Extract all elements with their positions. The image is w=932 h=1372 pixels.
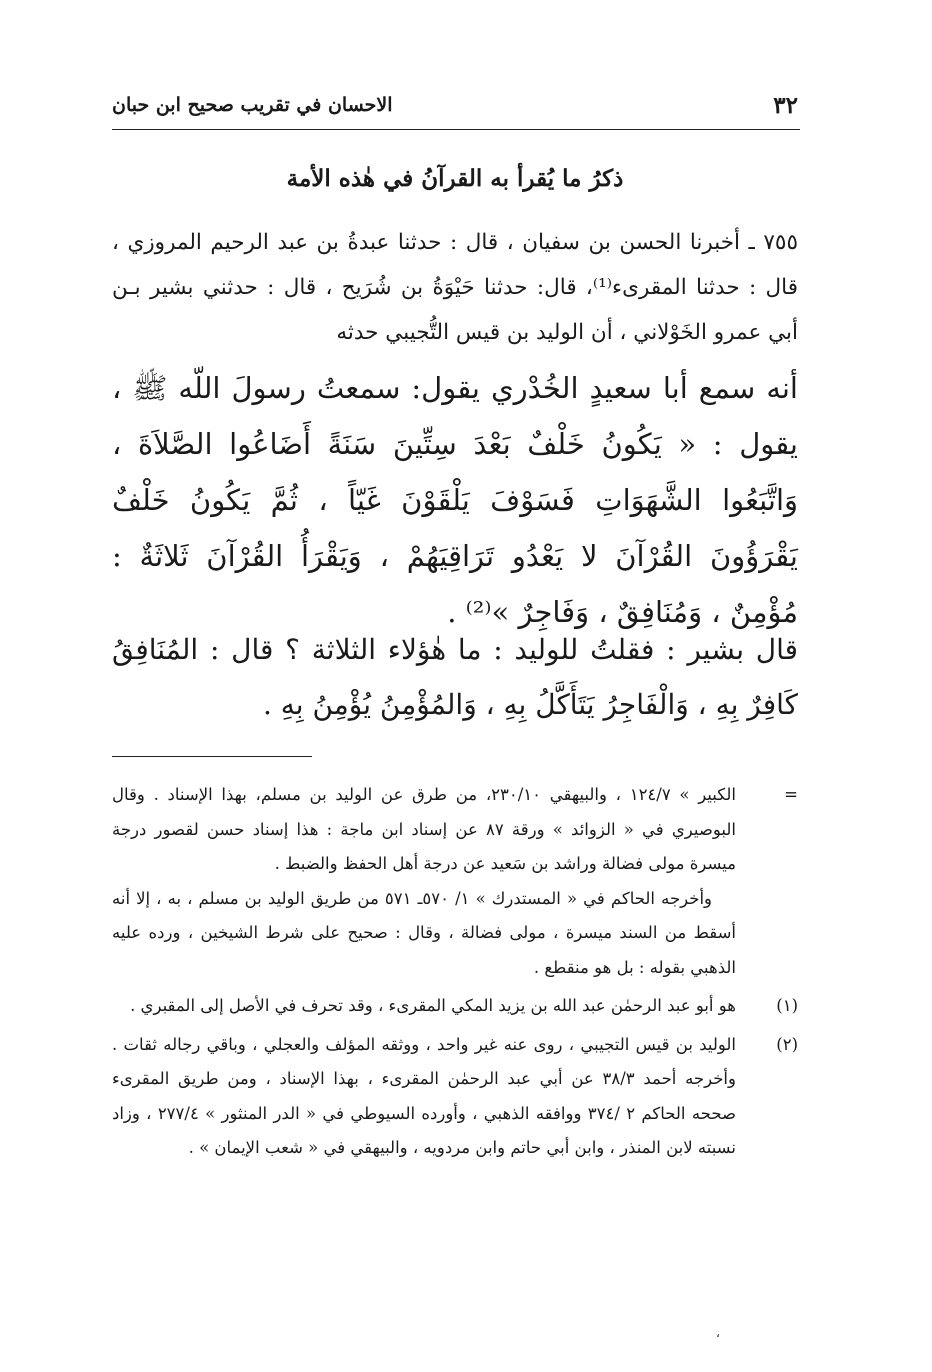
page-number: ٣٢ <box>773 92 798 119</box>
footnote-text: الوليد بن قيس التجيبي ، روى عنه غير واحد ، ووثقه المؤلف والعجلي ، وباقي رجاله ثقات . وأخرجه أحمد ٣٨/٣ عن أبي عبد الرحمٰن المقرىء ، بهذا الإسناد ، ومن طريق المقرىء صححه الحاكم ٢ /٣٧٤ ووافقه الذهبي ، وأورده السيوطي في « الدر المنثور » ٢٧٧/٤ ، وزاد نسبته لابن المنذر ، وابن أبي حاتم وابن مردويه ، والبيهقي في « شعب الإيمان » . <box>112 1034 736 1157</box>
footnote-continuation <box>112 778 798 985</box>
footnote-2 <box>112 1028 798 1166</box>
footnote-marker: = <box>784 785 798 804</box>
hadith-paragraph: أنه سمع أبا سعيدٍ الخُدْري يقول: سمعتُ رسولَ اللّه ﷺ ، يقول : « يَكُونُ خَلْفٌ بَعْدَ سِتِّينَ سَنَةً أَضَاعُوا الصَّلاَةَ ، وَاتَّبَعُوا الشَّهَوَاتِ فَسَوْفَ يَلْقَوْنَ غَيّاً ، ثُمَّ يَكُونُ خَلْفٌ يَقْرَؤُونَ القُرْآنَ لا يَعْدُو تَرَاقِيَهُمْ ، وَيَقْرَأُ القُرْآنَ ثَلاثَةٌ : مُؤْمِنٌ ، وَمُنَافِقٌ ، وَفَاجِرٌ »⁽²⁾ . <box>112 371 798 629</box>
footnote-1 <box>112 989 798 1024</box>
question-paragraph: قال بشير : فقلتُ للوليد : ما هٰؤلاء الثلاثة ؟ قال : المُنَافِقُ كَافِرٌ بِهِ ، وَالْفَاجِرُ يَتَأَكَّلُ بِهِ ، وَالمُؤْمِنُ يُؤْمِنُ بِهِ . <box>112 633 798 721</box>
isnad-paragraph: ٧٥٥ ـ أخبرنا الحسن بن سفيان ، قال : حدثنا عبدةُ بن عبد الرحيم المروزي ، قال : حدثنا المقرىء⁽¹⁾، قال: حدثنا حَيْوَةُ بن شُرَيح ، قال : حدثني بشير بـن أبي عمرو الخَوْلاني ، أن الوليد بن قيس التُّجيبي حدثه <box>112 230 798 345</box>
footnote-marker: (١) <box>776 996 798 1015</box>
footnote-text: وأخرجه الحاكم في « المستدرك » ١/ ٥٧٠ـ ٥٧١ من طريق الوليد بن مسلم ، به ، إلا أنه أسقط من السند ميسرة ، مولى فضالة ، وقال : صحيح على شرط الشيخين ، ورده عليه الذهبي بقوله : بل هو منقطع . <box>112 888 736 977</box>
footnote-divider <box>112 756 312 757</box>
page-header <box>112 92 798 132</box>
header-divider <box>112 129 800 130</box>
running-title: الاحسان في تقريب صحيح ابن حبان <box>112 94 393 116</box>
footnotes <box>112 778 798 1170</box>
section-title: ذكرُ ما يُقرأ به القرآنُ في هٰذه الأمة <box>286 165 624 192</box>
stray-mark: ، <box>716 1326 720 1340</box>
footnote-text: الكبير » ١٢٤/٧ ، والبيهقي ٢٣٠/١٠، من طرق عن الوليد بن مسلم، بهذا الإسناد . وقال البوصيري في « الزوائد » ورقة ٨٧ عن إسناد ابن ماجة : هذا إسناد حسن لقصور درجة ميسرة مولى فضالة وراشد بن سَعيد عن درجة أهل الحفظ والضبط . <box>112 785 736 873</box>
footnote-marker: (٢) <box>776 1034 798 1054</box>
footnote-text: هو أبو عبد الرحمٰن عبد الله بن يزيد المكي المقرىء ، وقد تحرف في الأصل إلى المقبري . <box>130 996 736 1015</box>
